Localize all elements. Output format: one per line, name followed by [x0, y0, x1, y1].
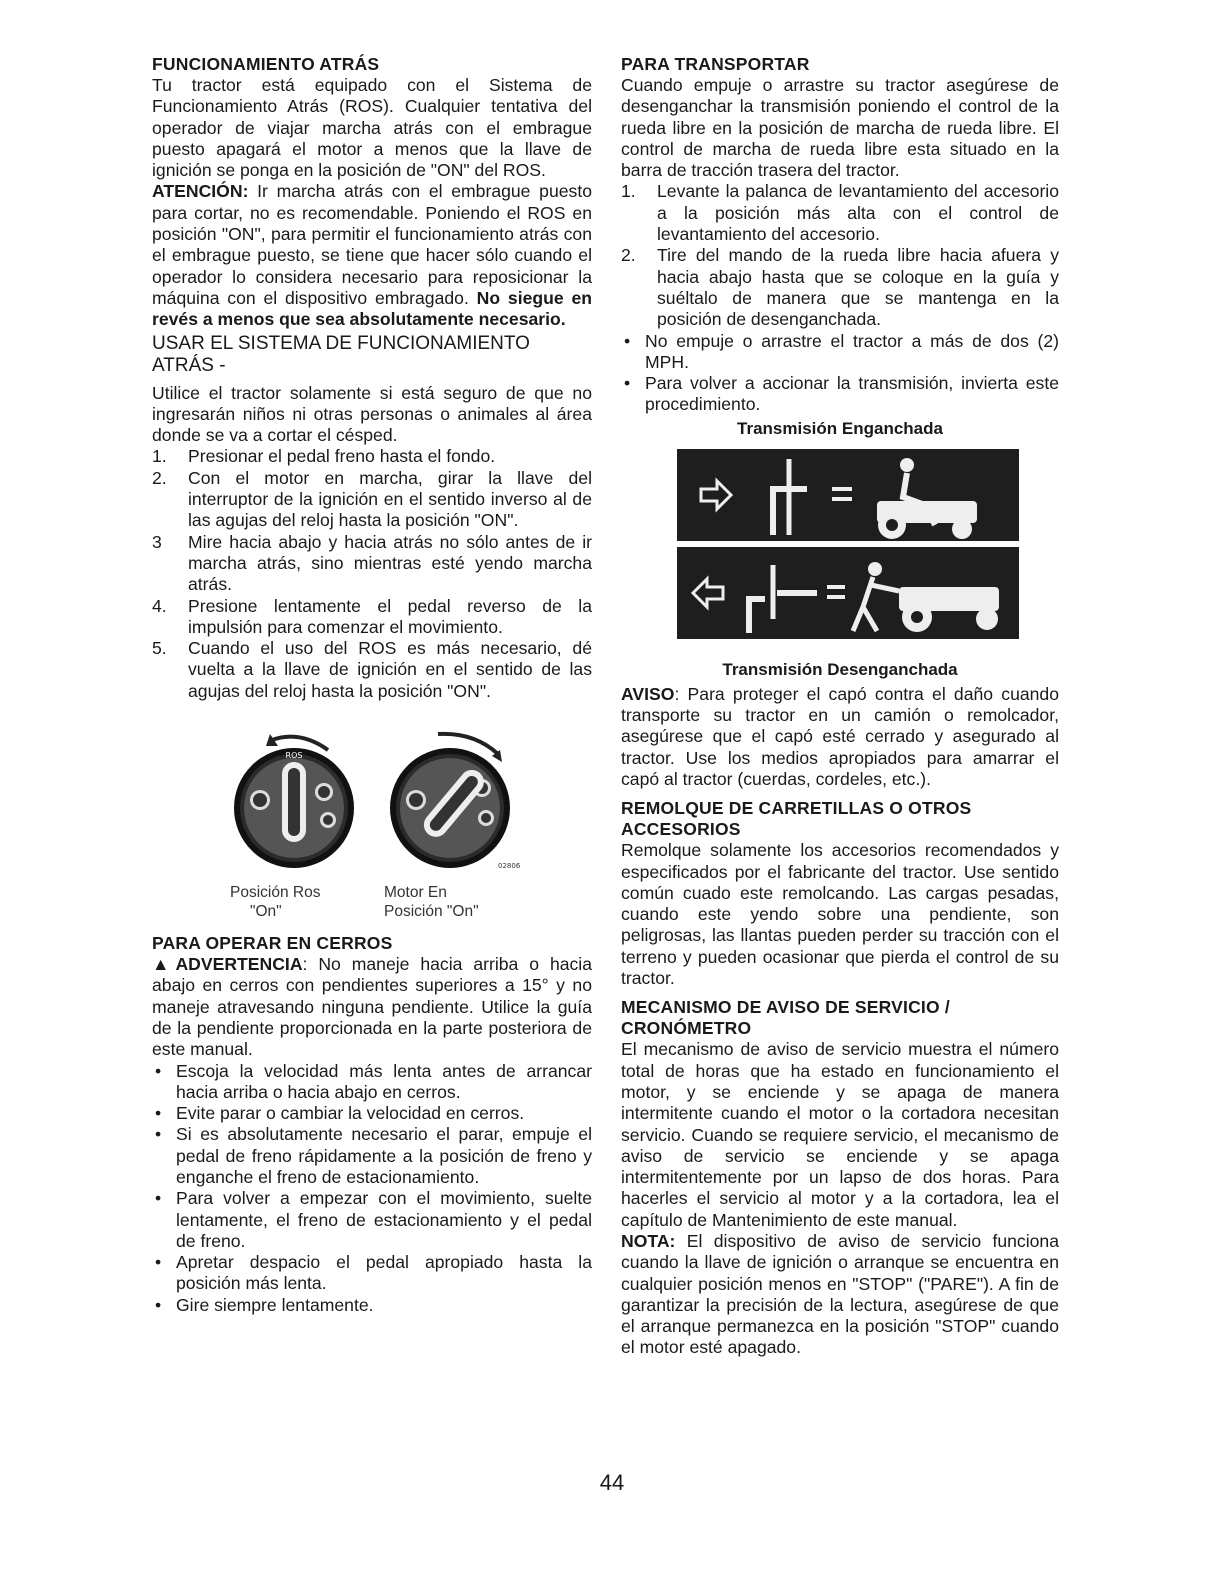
paragraph: Cuando empuje o arrastre su tractor asegúrese de desenganchar la transmisión poniendo el control de la rueda libre en la posición de marcha de rueda libre. El control de marcha de rueda libre esta situado en la barra de tracción trasera del tractor. [621, 75, 1059, 181]
bullet-list [621, 331, 1059, 416]
right-column [621, 54, 1059, 1359]
attention-paragraph [152, 181, 592, 330]
attention-text: Ir marcha atrás con el embrague puesto para cortar, no es recomendable. Poniendo el ROS en posición "ON", para permitir el funcionamiento atrás con el embrague puesto, se tiene que hacer sólo cuando el operador lo considera necesario para reposicionar la máquina con el dispositivo embragado. [152, 181, 592, 308]
left-column [152, 54, 592, 1316]
subheading: USAR EL SISTEMA DE FUNCIONAMIENTO ATRÁS - [152, 332, 530, 376]
transmission-figure [677, 449, 1059, 639]
paragraph: El mecanismo de aviso de servicio muestra el número total de horas que ha estado en funcionamiento el motor, y se enciende y se apaga de manera intermitente cuando el motor o la cortadora necesitan servicio. Cuando se requiere servicio, el mecanismo de aviso de servicio se enciende y se apaga intermitentemente por un lapso de dos horas. Para hacerles el servicio al motor y a la cortadora, lea el capítulo de Mantenimiento de este manual. [621, 1039, 1059, 1230]
list-item: • Para volver a accionar la transmisión, invierta este procedimiento. [624, 373, 1059, 415]
list-item: 5. Cuando el uso del ROS es más necesario, dé vuelta a la llave de ignición en el sentido de las agujas del reloj hasta la posición "ON". [152, 638, 592, 701]
dial-motor-on [384, 728, 524, 921]
list-item: 2. Con el motor en marcha, girar la llave del interruptor de la ignición en el sentido inverso al de las agujas del reloj hasta la posición "ON". [152, 467, 592, 531]
page-number: 44 [599, 1470, 625, 1495]
list-item: 4. Presione lentamente el pedal reverso de la impulsión para comenzar el movimiento. [152, 595, 592, 637]
section-title-mecanismo: MECANISMO DE AVISO DE SERVICIO / CRONÓMETRO [621, 997, 950, 1039]
list-item: • Para volver a empezar con el movimiento, suelte lentamente, el freno de estacionamiento y el pedal de freno. [155, 1188, 592, 1251]
list-item: • Si es absolutamente necesario el parar, empuje el pedal de freno rápidamente a la posición de freno y enganche el freno de estacionamiento. [155, 1124, 592, 1187]
section-title-transportar: PARA TRANSPORTAR [621, 54, 810, 74]
notice-label: AVISO [621, 683, 675, 704]
list-item: • Escoja la velocidad más lenta antes de arrancar hacia arriba o hacia abajo en cerros. [155, 1060, 592, 1102]
list-item: • Apretar despacio el pedal apropiado hasta la posición más lenta. [155, 1252, 592, 1294]
transmission-disengaged-icon [677, 547, 1019, 639]
warning-triangle-icon: ▲ [152, 954, 176, 975]
ignition-dials-figure [230, 728, 592, 921]
note-paragraph [621, 1231, 1059, 1359]
dial-code: 02806 [498, 862, 521, 871]
warning-label: ADVERTENCIA [175, 954, 303, 975]
paragraph: Utilice el tractor solamente si está seguro de que no ingresarán niños ni otras personas o animales al área donde se va a cortar el césped. [152, 382, 592, 446]
dial-caption-line1: Motor En [384, 884, 447, 902]
note-label: NOTA: [621, 1230, 676, 1251]
list-item: • No empuje o arrastre el tractor a más de dos (2) MPH. [624, 330, 1059, 372]
list-item: • Gire siempre lentamente. [155, 1294, 374, 1315]
section-title-funcionamiento-atras: FUNCIONAMIENTO ATRÁS [152, 54, 380, 74]
transmission-engaged-panel [677, 449, 1019, 541]
warning-paragraph [152, 954, 592, 1060]
warning-text: : No maneje hacia arriba o hacia abajo en cerros con pendientes superiores a 15° y no maneje atravesando ninguna pendiente. Utilice la guía de la pendiente proporcionada en la parte posteriora de este manual. [152, 954, 593, 1060]
dial-caption-line2: Posición "On" [384, 903, 479, 921]
notice-text: : Para proteger el capó contra el daño cuando transporte su tractor en un camión o remolcador, asegúrese que el capó esté cerrado y asegurado al tractor. Use los medios apropiados para amarrar el capó al tractor (cuerdas, cordeles, etc.). [621, 683, 1059, 789]
ignition-switch-motor-icon [384, 728, 524, 878]
list-item: • Evite parar o cambiar la velocidad en cerros. [155, 1103, 525, 1124]
section-title-cerros: PARA OPERAR EN CERROS [152, 933, 393, 954]
bullet-list [152, 1061, 592, 1317]
step-list [152, 446, 592, 702]
transmission-engaged-icon [677, 449, 1019, 541]
figure-caption-engaged: Transmisión Enganchada [737, 418, 943, 438]
attention-label: ATENCIÓN: [152, 181, 249, 202]
section-title-remolque: REMOLQUE DE CARRETILLAS O OTROS ACCESORIOS [621, 798, 972, 840]
list-item: 1. Levante la palanca de levantamiento del accesorio a la posición más alta con el control de levantamiento del accesorio. [621, 181, 1059, 245]
paragraph: Remolque solamente los accesorios recomendados y especificados por el fabricante del tractor. Use sentido común cuado este remolcando. Las cargas pesadas, cuando este yendo sobre una pendiente, son peligrosas, las llantas pueden perder su tracción con el terreno y pueden ocasionar que pierda el control de su tractor. [621, 840, 1059, 989]
notice-paragraph [621, 684, 1059, 790]
dial-ros-on [230, 728, 360, 921]
transmission-disengaged-panel [677, 547, 1019, 639]
svg-text:ROS: ROS [285, 751, 303, 761]
attention-bold: No siegue en revés a menos que sea absolutamente necesario. [152, 287, 593, 330]
list-item: 1. Presionar el pedal freno hasta el fondo. [152, 446, 496, 467]
note-text: El dispositivo de aviso de servicio funciona cuando la llave de ignición o arranque se encuentra en cualquier posición menos en "STOP" ("PARE"). A fin de garantizar la precisión de la lectura, asegúrese de que el arranque permanezca en la posición "STOP" cuando el motor esté apagado. [621, 1230, 1059, 1358]
dial-caption-line1: Posición Ros [230, 884, 321, 902]
dial-caption-line2: "On" [250, 903, 282, 921]
paragraph: Tu tractor está equipado con el Sistema de Funcionamiento Atrás (ROS). Cualquier tentativa del operador de viajar marcha atrás con el embrague puesto apagará el motor a menos que la llave de ignición se ponga en la posición de "ON" del ROS. [152, 75, 592, 181]
ignition-switch-ros-icon [230, 728, 360, 878]
figure-caption-disengaged: Transmisión Desenganchada [722, 659, 958, 679]
list-item: 3 Mire hacia abajo y hacia atrás no sólo antes de ir marcha atrás, sino mientras esté yendo marcha atrás. [152, 531, 592, 595]
list-item: 2. Tire del mando de la rueda libre hacia afuera y hacia abajo hasta que se coloque en la guía y suéltalo de manera que se mantenga en la posición de desenganchada. [621, 245, 1059, 330]
step-list [621, 181, 1059, 330]
